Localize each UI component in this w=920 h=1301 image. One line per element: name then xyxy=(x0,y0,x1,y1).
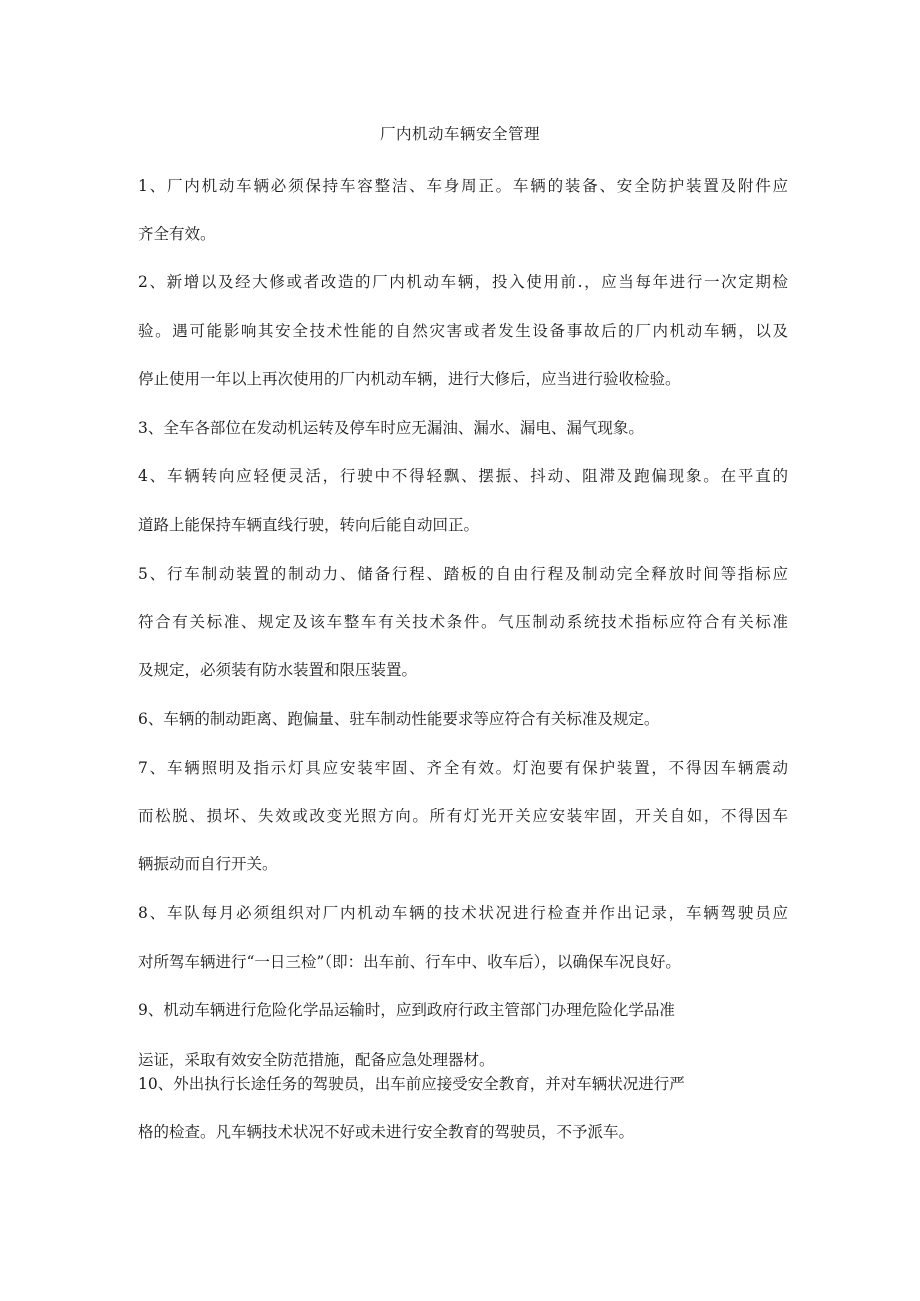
paragraph-2-line-2: 验。遇可能影响其安全技术性能的自然灾害或者发生设备事故后的厂内机动车辆，以及 xyxy=(138,322,788,340)
paragraph-1-line-1: 1、厂内机动车辆必须保持车容整洁、车身周正。车辆的装备、安全防护装置及附件应 xyxy=(138,177,788,195)
paragraph-3-line-1: 3、全车各部位在发动机运转及停车时应无漏油、漏水、漏电、漏气现象。 xyxy=(138,419,644,437)
paragraph-4-line-2: 道路上能保持车辆直线行驶，转向后能自动回正。 xyxy=(138,516,480,534)
paragraph-9-line-1: 9、机动车辆进行危险化学品运输时，应到政府行政主管部门办理危险化学品准 xyxy=(138,1001,675,1019)
paragraph-2-line-1: 2、新增以及经大修或者改造的厂内机动车辆，投入使用前.，应当每年进行一次定期检 xyxy=(138,273,788,291)
paragraph-7-line-2: 而松脱、损坏、失效或改变光照方向。所有灯光开关应安装牢固，开关自如，不得因车 xyxy=(138,807,788,825)
paragraph-10-line-2: 格的检查。凡车辆技术状况不好或未进行安全教育的驾驶员，不予派车。 xyxy=(138,1123,635,1141)
paragraph-2-line-3: 停止使用一年以上再次使用的厂内机动车辆，进行大修后，应当进行验收检验。 xyxy=(138,370,681,388)
paragraph-8-line-1: 8、车队每月必须组织对厂内机动车辆的技术状况进行检查并作出记录，车辆驾驶员应 xyxy=(138,904,788,922)
paragraph-5-line-1: 5、行车制动装置的制动力、储备行程、踏板的自由行程及制动完全释放时间等指标应 xyxy=(138,565,788,583)
paragraph-10-line-1: 10、外出执行长途任务的驾驶员，出车前应接受安全教育，并对车辆状况进行严 xyxy=(138,1075,685,1093)
paragraph-6-line-1: 6、车辆的制动距离、跑偏量、驻车制动性能要求等应符合有关标准及规定。 xyxy=(138,710,660,728)
document-title: 厂内机动车辆安全管理 xyxy=(379,125,540,143)
paragraph-8-line-2: 对所驾车辆进行“一日三检”（即：出车前、行车中、收车后），以确保车况良好。 xyxy=(138,953,681,971)
paragraph-5-line-3: 及规定，必须装有防水装置和限压装置。 xyxy=(138,661,418,679)
paragraph-5-line-2: 符合有关标准、规定及该车整车有关技术条件。气压制动系统技术指标应符合有关标准 xyxy=(138,613,788,631)
paragraph-7-line-3: 辆振动而自行开关。 xyxy=(138,855,278,873)
paragraph-4-line-1: 4、车辆转向应轻便灵活，行驶中不得轻飘、摆振、抖动、阻滞及跑偏现象。在平直的 xyxy=(138,467,788,485)
paragraph-9-line-2: 运证，采取有效安全防范措施，配备应急处理器材。 xyxy=(138,1051,495,1069)
paragraph-1-line-2: 齐全有效。 xyxy=(138,225,216,243)
paragraph-7-line-1: 7、车辆照明及指示灯具应安装牢固、齐全有效。灯泡要有保护装置，不得因车辆震动 xyxy=(138,759,788,777)
